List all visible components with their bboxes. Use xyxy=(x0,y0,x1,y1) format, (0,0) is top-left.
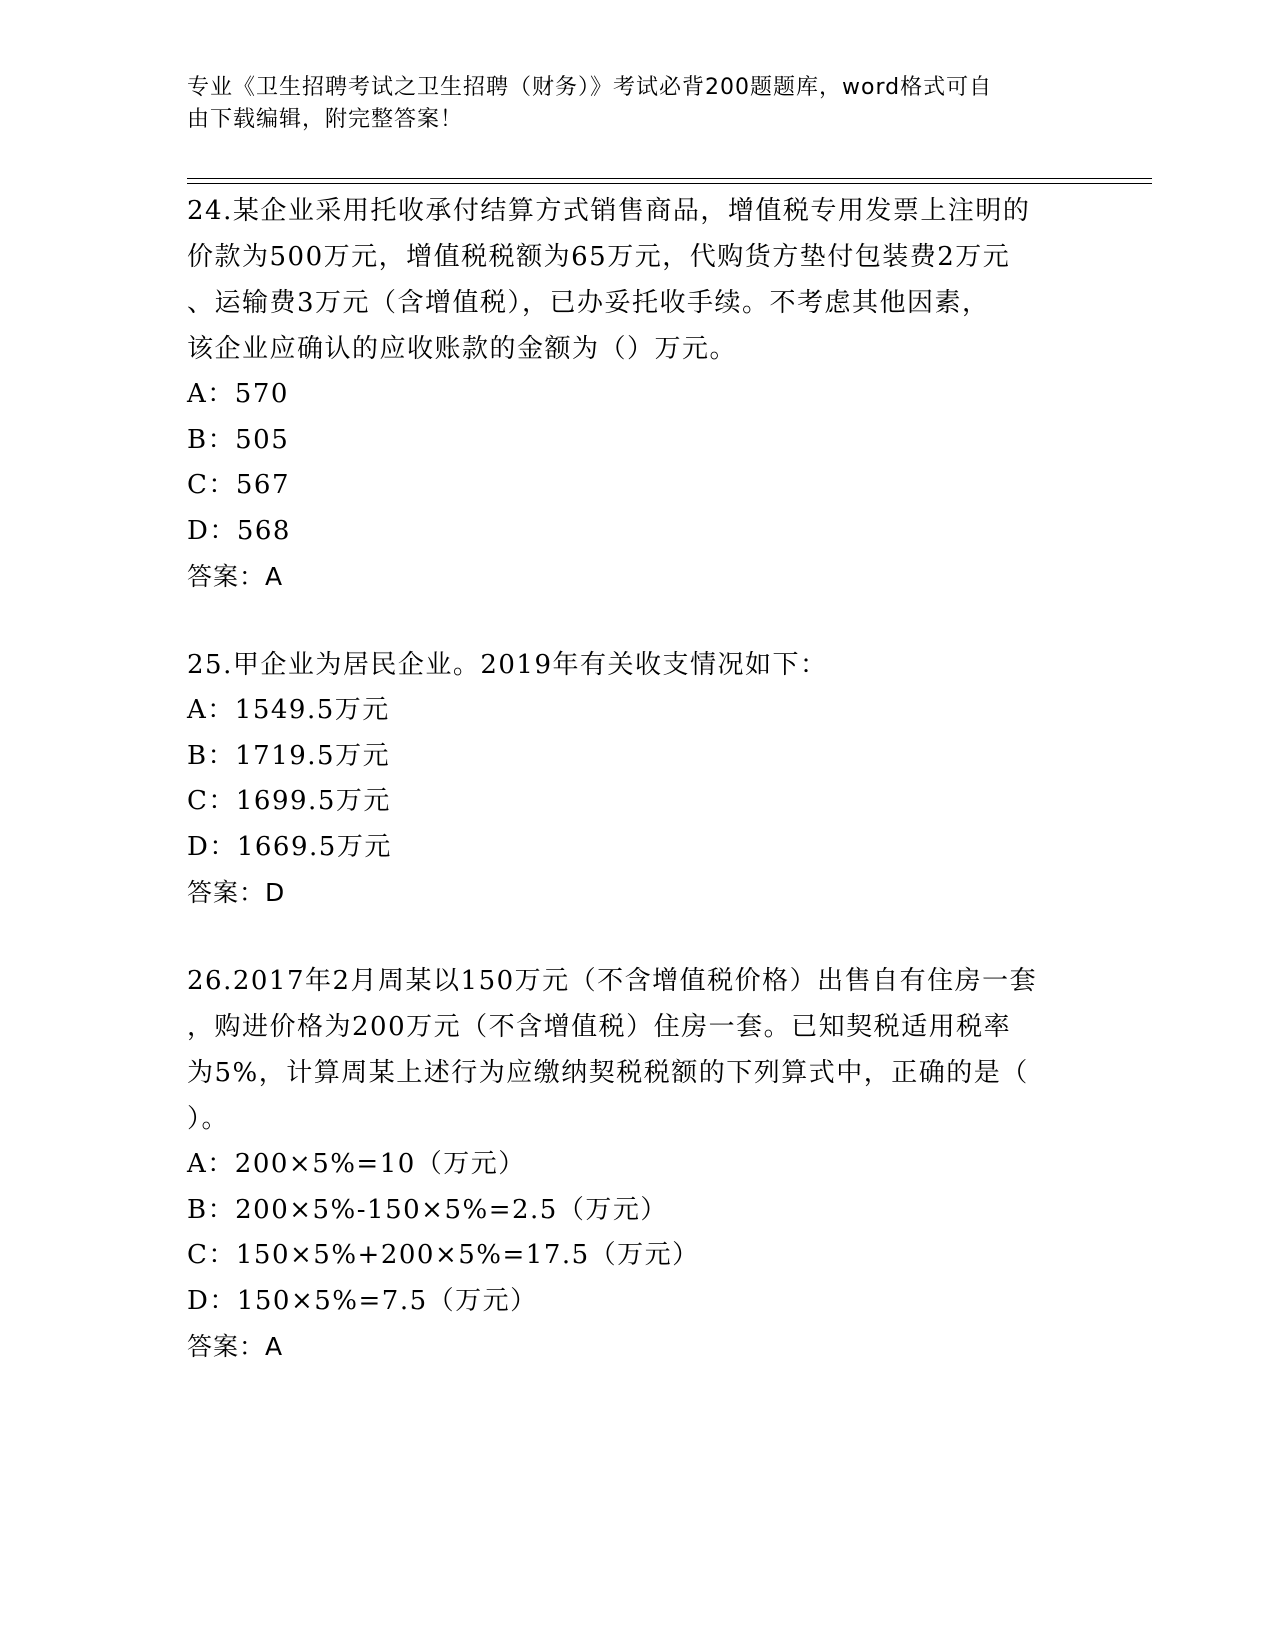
question-stem-line: 25.甲企业为居民企业。2019年有关收支情况如下： xyxy=(187,650,828,680)
header-divider-top xyxy=(187,178,1152,179)
option-d: D：1669.5万元 xyxy=(187,831,392,862)
option-b: B：1719.5万元 xyxy=(187,740,391,771)
question-stem-line: 为5%，计算周某上述行为应缴纳契税税额的下列算式中，正确的是（ xyxy=(187,1058,1029,1088)
option-c: C：150×5%+200×5%=17.5（万元） xyxy=(187,1240,700,1270)
header-line-2: 由下载编辑，附完整答案！ xyxy=(187,107,464,132)
option-c: C：567 xyxy=(187,470,291,500)
answer-label: 答案：D xyxy=(187,878,286,907)
question-24 xyxy=(187,188,1087,600)
question-25 xyxy=(187,642,1087,916)
question-stem-line: ，购进价格为200万元（不含增值税）住房一套。已知契税适用税率 xyxy=(187,1012,1012,1042)
answer-label: 答案：A xyxy=(187,562,284,591)
question-stem-line: 24.某企业采用托收承付结算方式销售商品，增值税专用发票上注明的 xyxy=(187,196,1031,226)
document-header xyxy=(187,72,1087,136)
question-stem-line: 26.2017年2月周某以150万元（不含增值税价格）出售自有住房一套 xyxy=(187,966,1038,996)
header-divider-bottom xyxy=(187,183,1152,184)
option-a: A：200×5%=10（万元） xyxy=(187,1149,526,1179)
question-26 xyxy=(187,958,1087,1370)
option-b: B：200×5%-150×5%=2.5（万元） xyxy=(187,1194,668,1225)
header-line-1: 专业《卫生招聘考试之卫生招聘（财务）》考试必背200题题库，word格式可自 xyxy=(187,75,993,100)
question-list xyxy=(187,188,1087,1412)
option-a: A：570 xyxy=(187,379,289,409)
question-stem-line: 、运输费3万元（含增值税），已办妥托收手续。不考虑其他因素， xyxy=(187,288,990,318)
option-d: D：150×5%=7.5（万元） xyxy=(187,1285,538,1316)
question-stem-line: ）。 xyxy=(187,1104,230,1134)
option-a: A：1549.5万元 xyxy=(187,695,390,725)
option-c: C：1699.5万元 xyxy=(187,786,391,816)
question-stem-line: 价款为500万元，增值税税额为65万元，代购货方垫付包装费2万元 xyxy=(187,242,1011,272)
answer-label: 答案：A xyxy=(187,1332,284,1361)
question-stem-line: 该企业应确认的应收账款的金额为（）万元。 xyxy=(187,334,738,364)
option-d: D：568 xyxy=(187,515,291,546)
option-b: B：505 xyxy=(187,424,290,455)
